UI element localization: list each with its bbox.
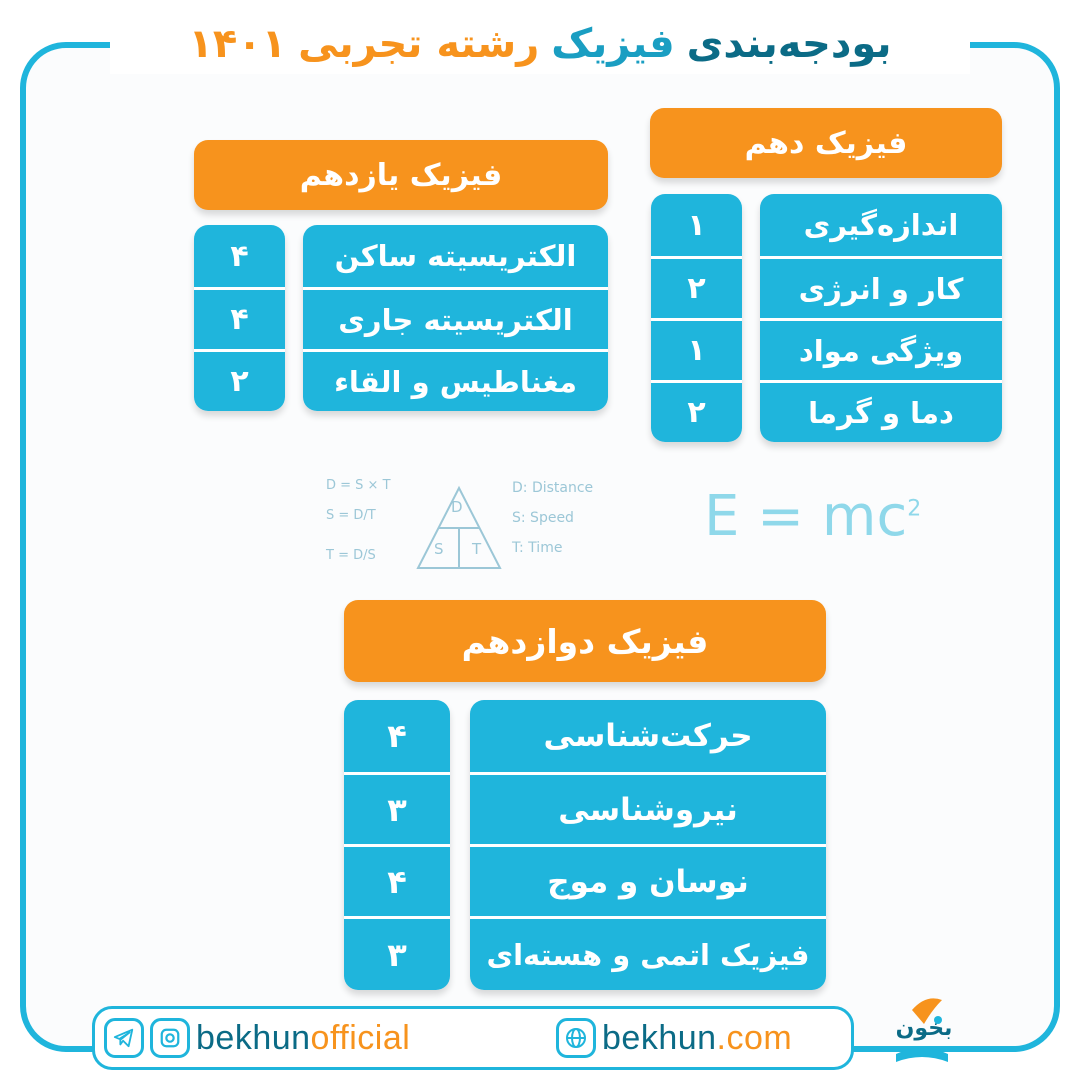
logo-text: بخون	[895, 1016, 953, 1041]
grade11-count-3: ۲	[194, 349, 285, 411]
website-link[interactable]	[556, 1014, 792, 1062]
page-title	[110, 14, 970, 74]
grade12-topic-2: نیروشناسی	[470, 772, 826, 844]
site-part-b: .com	[716, 1018, 793, 1057]
grade10-topic-4: دما و گرما	[760, 380, 1002, 442]
formula-right-3: T: Time	[512, 540, 563, 556]
grade12-count-1: ۴	[344, 700, 450, 772]
grade10-topic-2: کار و انرژی	[760, 256, 1002, 318]
grade10-header: فیزیک دهم	[650, 108, 1002, 178]
grade12-count-3: ۴	[344, 844, 450, 916]
emc-text: E = mc	[704, 484, 908, 549]
title-part-field: رشته تجربی	[298, 21, 540, 67]
title-part-year: ۱۴۰۱	[188, 21, 287, 67]
grade12-header: فیزیک دوازدهم	[344, 600, 826, 682]
grade10-topic-3: ویژگی مواد	[760, 318, 1002, 380]
handle-part-a: bekhun	[196, 1018, 311, 1057]
website-text[interactable]	[602, 1019, 792, 1058]
title-part-budget: بودجه‌بندی	[686, 21, 892, 67]
globe-icon[interactable]	[556, 1018, 596, 1058]
emc-exponent: 2	[907, 496, 922, 522]
triangle-d: D	[451, 498, 463, 516]
site-part-a: bekhun	[602, 1018, 717, 1057]
grade10-count-column	[651, 194, 742, 442]
handle-part-b: official	[310, 1018, 411, 1057]
grade10-count-3: ۱	[651, 318, 742, 380]
triangle-s: S	[434, 540, 444, 558]
grade10-topic-column	[760, 194, 1002, 442]
grade12-topic-column	[470, 700, 826, 990]
grade11-topic-3: مغناطیس و القاء	[303, 349, 608, 411]
grade11-count-2: ۴	[194, 287, 285, 349]
instagram-icon[interactable]	[150, 1018, 190, 1058]
grade10-count-2: ۲	[651, 256, 742, 318]
telegram-icon[interactable]	[104, 1018, 144, 1058]
formula-left-3: T = D/S	[326, 548, 376, 563]
grade12-count-4: ۳	[344, 916, 450, 990]
formula-right-1: D: Distance	[512, 480, 594, 496]
grade11-header: فیزیک یازدهم	[194, 140, 608, 210]
social-handle-text[interactable]	[196, 1019, 410, 1058]
grade11-topic-column	[303, 225, 608, 411]
grade11-count-column	[194, 225, 285, 411]
formula-left-1: D = S × T	[326, 478, 391, 493]
grade10-count-4: ۲	[651, 380, 742, 442]
formula-left-2: S = D/T	[326, 508, 376, 523]
grade10-topic-1: اندازه‌گیری	[760, 194, 1002, 256]
triangle-t: T	[472, 540, 482, 558]
social-handle[interactable]	[104, 1014, 410, 1062]
grade11-count-1: ۴	[194, 225, 285, 287]
grade11-topic-2: الکتریسیته جاری	[303, 287, 608, 349]
grade12-count-column	[344, 700, 450, 990]
grade11-topic-1: الکتریسیته ساکن	[303, 225, 608, 287]
grade12-topic-3: نوسان و موج	[470, 844, 826, 916]
grade12-topic-1: حرکت‌شناسی	[470, 700, 826, 772]
grade12-count-2: ۳	[344, 772, 450, 844]
formula-right-2: S: Speed	[512, 510, 574, 526]
grade12-topic-4: فیزیک اتمی و هسته‌ای	[470, 916, 826, 990]
title-part-physics: فیزیک	[551, 21, 675, 67]
emc-doodle	[704, 484, 921, 549]
grade10-count-1: ۱	[651, 194, 742, 256]
bekhun-logo	[882, 990, 962, 1074]
